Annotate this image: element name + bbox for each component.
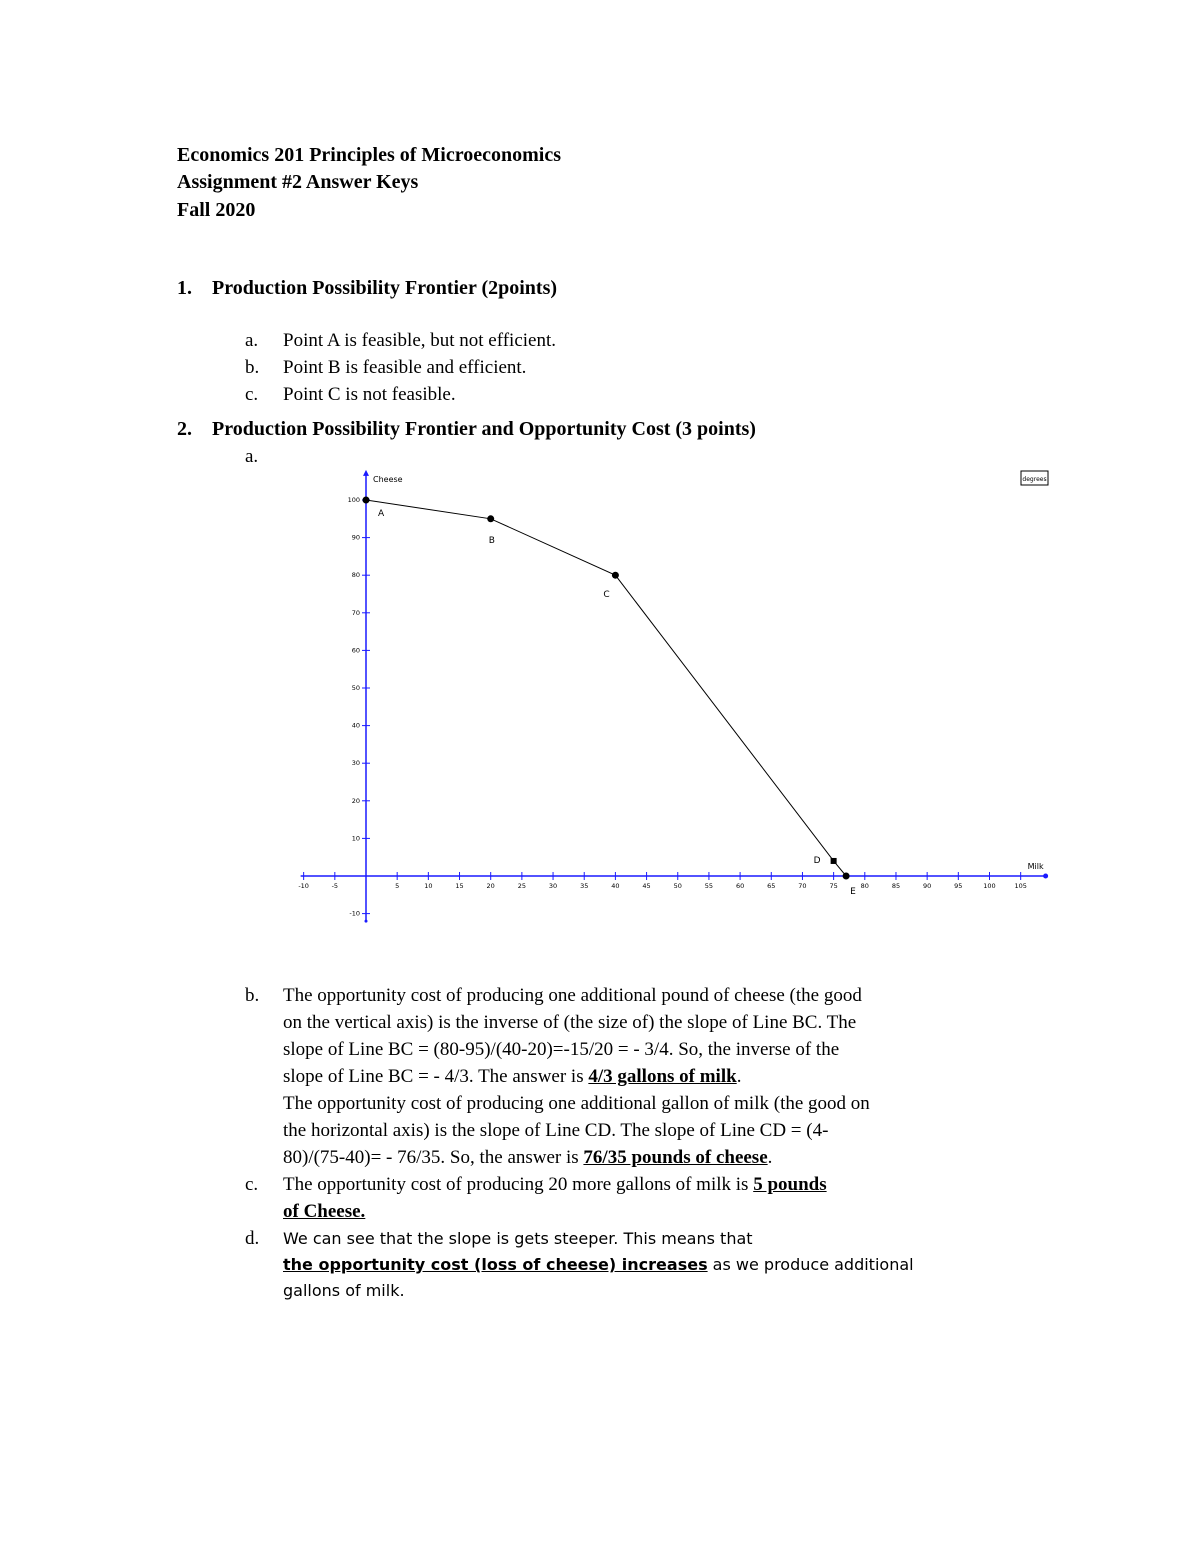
- point-b: [487, 515, 494, 522]
- y-tick-label: 100: [347, 496, 360, 504]
- q2-item-d-label: d.: [245, 1228, 260, 1249]
- y-tick-label: 60: [351, 646, 360, 655]
- q2-c-line-1: [283, 1171, 827, 1198]
- x-tick-label: 50: [673, 882, 682, 890]
- q2-d-line-1: We can see that the slope is gets steeper. This means that: [283, 1229, 753, 1248]
- question-2-title: Production Possibility Frontier and Opportunity Cost (3 points): [212, 418, 756, 440]
- answer-pounds-of-cheese: 76/35 pounds of cheese: [583, 1147, 768, 1168]
- question-1-number: 1.: [177, 277, 192, 299]
- y-axis-arrow: [363, 470, 369, 476]
- course-title: Economics 201 Principles of Microeconomics: [177, 144, 562, 166]
- y-tick-label: 20: [351, 796, 360, 805]
- y-axis-label: Cheese: [373, 474, 403, 484]
- q2-b-line-6: the horizontal axis) is the slope of Line CD. The slope of Line CD = (4-: [283, 1120, 829, 1141]
- q2-b-line-1: The opportunity cost of producing one additional pound of cheese (the good: [283, 985, 862, 1006]
- q2-c-line-2: [283, 1198, 365, 1225]
- q2-b-line-5: The opportunity cost of producing one additional gallon of milk (the good on: [283, 1093, 870, 1114]
- corner-box-label: degrees: [1022, 476, 1047, 483]
- point-c: [612, 572, 619, 579]
- point-e: [843, 873, 850, 880]
- point-label-a: A: [378, 509, 385, 519]
- q2-item-a-label: a.: [245, 446, 259, 467]
- chart-marks-group: [363, 497, 857, 898]
- x-tick-label: 80: [860, 882, 869, 890]
- ppf-line: [366, 500, 846, 876]
- q1-item-b-label: b.: [245, 357, 260, 378]
- q2-b-line-3: slope of Line BC = (80-95)/(40-20)=-15/20 = - 3/4. So, the inverse of the: [283, 1039, 840, 1060]
- x-tick-label: 45: [642, 882, 651, 890]
- x-tick-label: 65: [767, 882, 776, 890]
- term-title: Fall 2020: [177, 199, 256, 221]
- y-tick-label: 50: [351, 684, 360, 692]
- q2-d-line-2-end: as we produce additional: [707, 1255, 914, 1274]
- q2-b-line-2: on the vertical axis) is the inverse of (the size of) the slope of Line BC. The: [283, 1012, 857, 1033]
- question-1-heading: [177, 276, 557, 300]
- q1-item-b-text: Point B is feasible and efficient.: [283, 357, 527, 378]
- x-tick-label: 25: [517, 882, 527, 890]
- x-tick-label: 60: [735, 882, 745, 890]
- x-tick-label: 15: [455, 882, 464, 890]
- point-label-b: B: [488, 535, 495, 546]
- x-tick-label: 105: [1014, 882, 1027, 890]
- x-tick-label: 40: [611, 882, 620, 890]
- y-tick-label: -10: [349, 909, 360, 918]
- x-tick-label: 10: [424, 882, 433, 890]
- q1-item-c: [245, 383, 456, 407]
- y-tick-label: 90: [351, 533, 360, 542]
- y-tick-label: 30: [351, 759, 360, 768]
- y-tick-label: 80: [351, 571, 360, 580]
- y-tick-label: 40: [351, 721, 360, 730]
- q2-b-line-4-text: slope of Line BC = - 4/3. The answer is: [283, 1066, 589, 1087]
- chart-axes-group: [298, 470, 1048, 923]
- x-tick-label: 35: [580, 882, 589, 890]
- x-tick-label: -10: [298, 882, 309, 890]
- q1-item-c-text: Point C is not feasible.: [283, 384, 456, 405]
- point-label-c: C: [603, 590, 610, 601]
- q1-item-a-text: Point A is feasible, but not efficient.: [283, 330, 557, 351]
- q1-item-a-label: a.: [245, 330, 259, 351]
- answer-opportunity-cost-increases: the opportunity cost (loss of cheese) increases: [283, 1255, 708, 1274]
- q1-item-b: [245, 356, 526, 380]
- q2-b-line-7-end: .: [767, 1147, 773, 1168]
- x-tick-label: 90: [923, 882, 932, 890]
- x-tick-label: 55: [704, 882, 714, 890]
- q2-b-line-7-text: 80)/(75-40)= - 76/35. So, the answer is: [283, 1147, 584, 1168]
- x-tick-label: 100: [983, 882, 996, 890]
- q2-b-line-7: [283, 1144, 772, 1171]
- assignment-title: Assignment #2 Answer Keys: [177, 171, 419, 193]
- q2-d-line-2: [283, 1251, 914, 1278]
- x-tick-label: -5: [331, 882, 339, 890]
- point-d: [831, 858, 837, 864]
- x-tick-label: 95: [954, 882, 963, 890]
- answer-of-cheese: of Cheese.: [283, 1201, 366, 1222]
- q2-b-line-4: [283, 1063, 741, 1090]
- point-a: [363, 497, 370, 504]
- q2-d-line-3: gallons of milk.: [283, 1281, 405, 1300]
- q1-item-a: [245, 329, 556, 353]
- x-tick-label: 70: [798, 882, 807, 890]
- x-axis-end-dot: [1043, 874, 1048, 879]
- q2-b-line-4-end: .: [736, 1066, 742, 1087]
- x-axis-label: Milk: [1027, 862, 1044, 871]
- x-tick-label: 5: [395, 882, 400, 890]
- q2-c-line-1-text: The opportunity cost of producing 20 more gallons of milk is: [283, 1174, 754, 1195]
- question-1-title: Production Possibility Frontier (2points): [212, 277, 558, 299]
- ppf-chart: [276, 462, 1066, 962]
- answer-gallons-of-milk: 4/3 gallons of milk: [588, 1066, 737, 1087]
- x-tick-label: 30: [548, 882, 558, 890]
- y-axis-end-dot: [365, 920, 368, 923]
- q2-item-c-label: c.: [245, 1174, 259, 1195]
- q1-item-c-label: c.: [245, 384, 259, 405]
- q2-item-b-label: b.: [245, 985, 260, 1006]
- answer-5-pounds: 5 pounds: [753, 1174, 827, 1195]
- question-2-number: 2.: [177, 418, 192, 440]
- question-2-heading: [177, 417, 756, 441]
- point-label-d: D: [813, 855, 821, 866]
- x-tick-label: 75: [829, 882, 838, 890]
- x-tick-label: 20: [486, 882, 495, 890]
- y-tick-label: 70: [351, 608, 360, 617]
- y-tick-label: 10: [351, 834, 360, 843]
- x-tick-label: 85: [891, 882, 901, 890]
- point-label-e: E: [850, 887, 856, 897]
